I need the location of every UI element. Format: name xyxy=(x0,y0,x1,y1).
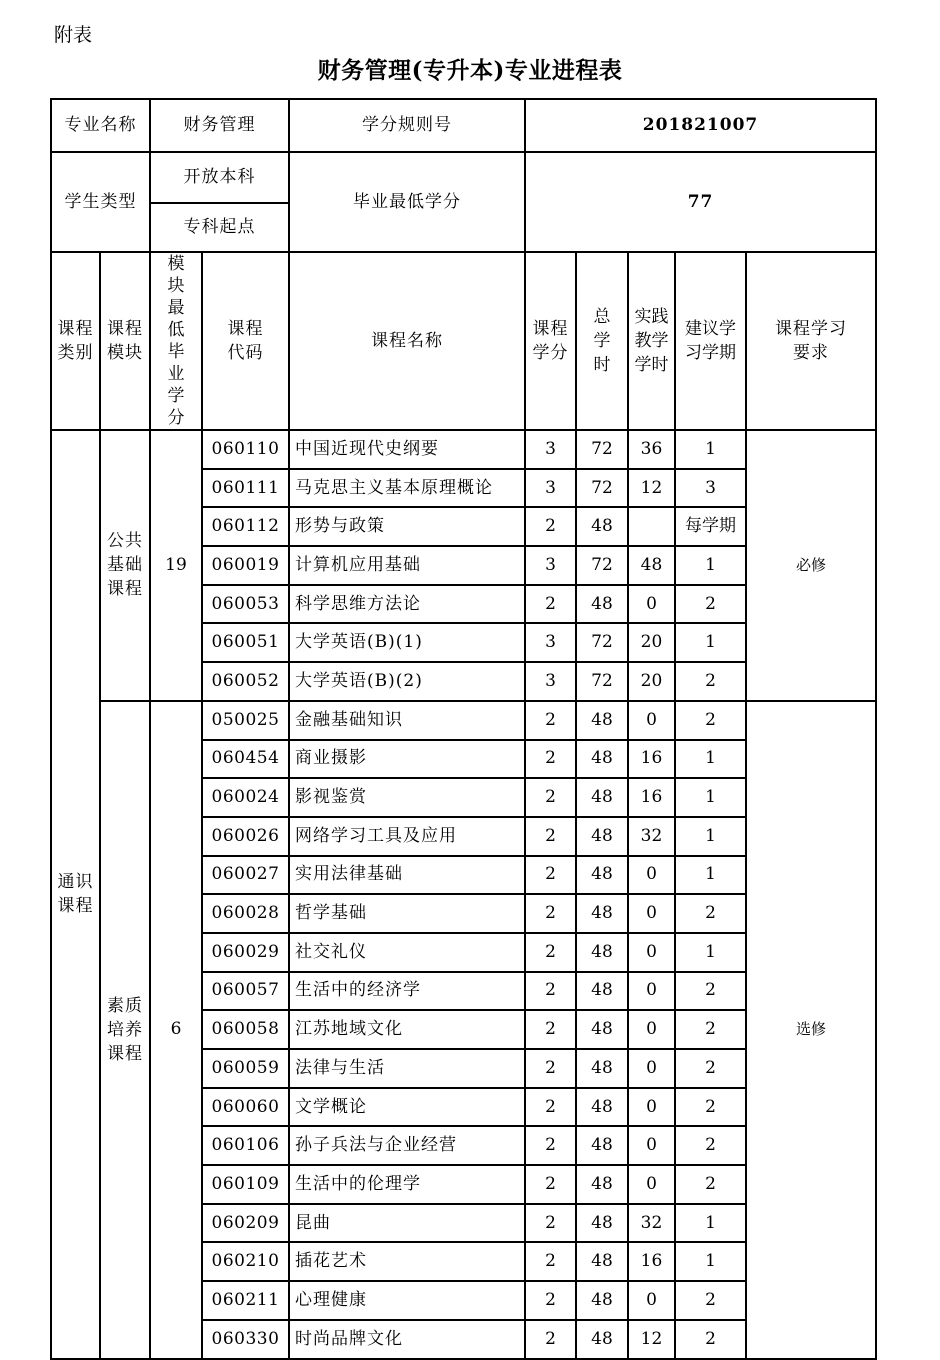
course-name: 计算机应用基础 xyxy=(289,546,525,585)
course-total-hours: 48 xyxy=(576,701,628,740)
course-name: 形势与政策 xyxy=(289,507,525,546)
course-code: 060106 xyxy=(202,1126,289,1165)
header-category xyxy=(51,252,100,430)
course-credit: 2 xyxy=(525,701,576,740)
course-total-hours: 48 xyxy=(576,856,628,895)
course-practice-hours: 0 xyxy=(628,1126,675,1165)
course-name: 中国近现代史纲要 xyxy=(289,430,525,469)
course-semester: 2 xyxy=(675,894,746,933)
course-code: 060454 xyxy=(202,740,289,779)
course-semester: 2 xyxy=(675,1165,746,1204)
course-code: 060109 xyxy=(202,1165,289,1204)
course-code: 060059 xyxy=(202,1049,289,1088)
appendix-label: 附表 xyxy=(54,24,93,46)
course-code: 060060 xyxy=(202,1088,289,1127)
course-semester: 1 xyxy=(675,430,746,469)
course-name: 马克思主义基本原理概论 xyxy=(289,469,525,508)
course-practice-hours: 0 xyxy=(628,1088,675,1127)
course-practice-hours: 0 xyxy=(628,1281,675,1320)
module-name-text: 素质培养课程 xyxy=(107,995,143,1064)
course-name: 法律与生活 xyxy=(289,1049,525,1088)
course-total-hours: 48 xyxy=(576,1320,628,1359)
course-name: 文学概论 xyxy=(289,1088,525,1127)
course-practice-hours: 36 xyxy=(628,430,675,469)
course-practice-hours: 16 xyxy=(628,1242,675,1281)
category-general-text: 通识课程 xyxy=(57,872,94,917)
course-credit: 3 xyxy=(525,662,576,701)
course-name: 孙子兵法与企业经营 xyxy=(289,1126,525,1165)
course-total-hours: 48 xyxy=(576,585,628,624)
course-name: 实用法律基础 xyxy=(289,856,525,895)
course-code: 060019 xyxy=(202,546,289,585)
module-name xyxy=(100,701,150,1359)
course-total-hours: 48 xyxy=(576,1126,628,1165)
course-code: 060330 xyxy=(202,1320,289,1359)
header-total-hours-text: 总学时 xyxy=(593,307,611,375)
course-practice-hours: 0 xyxy=(628,1049,675,1088)
course-credit: 2 xyxy=(525,1165,576,1204)
course-credit: 2 xyxy=(525,585,576,624)
course-semester: 1 xyxy=(675,778,746,817)
course-code: 060053 xyxy=(202,585,289,624)
course-semester: 2 xyxy=(675,1088,746,1127)
course-credit: 2 xyxy=(525,1281,576,1320)
course-code: 060057 xyxy=(202,972,289,1011)
course-name: 商业摄影 xyxy=(289,740,525,779)
course-code: 060052 xyxy=(202,662,289,701)
course-code: 060058 xyxy=(202,1010,289,1049)
course-code: 060211 xyxy=(202,1281,289,1320)
course-name: 生活中的伦理学 xyxy=(289,1165,525,1204)
course-credit: 3 xyxy=(525,430,576,469)
major-name-label: 专业名称 xyxy=(51,99,150,152)
course-practice-hours: 32 xyxy=(628,1204,675,1243)
module-name xyxy=(100,430,150,701)
course-name: 科学思维方法论 xyxy=(289,585,525,624)
course-practice-hours: 48 xyxy=(628,546,675,585)
course-name: 大学英语(B)(1) xyxy=(289,623,525,662)
course-code: 060111 xyxy=(202,469,289,508)
course-semester: 1 xyxy=(675,1204,746,1243)
course-practice-hours: 16 xyxy=(628,778,675,817)
header-credit xyxy=(525,252,576,430)
course-semester: 1 xyxy=(675,623,746,662)
course-name: 影视鉴赏 xyxy=(289,778,525,817)
course-code: 060027 xyxy=(202,856,289,895)
course-semester: 1 xyxy=(675,546,746,585)
course-total-hours: 48 xyxy=(576,1204,628,1243)
course-semester: 2 xyxy=(675,1281,746,1320)
course-total-hours: 48 xyxy=(576,1010,628,1049)
student-type-value-2: 专科起点 xyxy=(150,203,289,252)
course-total-hours: 72 xyxy=(576,546,628,585)
course-credit: 2 xyxy=(525,894,576,933)
course-code: 060029 xyxy=(202,933,289,972)
module-min-credit: 19 xyxy=(150,430,202,701)
header-module-text: 课程模块 xyxy=(107,319,143,363)
course-practice-hours: 0 xyxy=(628,894,675,933)
course-credit: 2 xyxy=(525,972,576,1011)
course-name: 生活中的经济学 xyxy=(289,972,525,1011)
course-name: 社交礼仪 xyxy=(289,933,525,972)
course-code: 060110 xyxy=(202,430,289,469)
course-total-hours: 72 xyxy=(576,430,628,469)
course-row xyxy=(51,430,876,469)
header-module-min-credit xyxy=(150,252,202,430)
course-semester: 1 xyxy=(675,933,746,972)
course-credit: 2 xyxy=(525,1010,576,1049)
course-code: 060028 xyxy=(202,894,289,933)
course-practice-hours: 20 xyxy=(628,623,675,662)
course-name: 大学英语(B)(2) xyxy=(289,662,525,701)
course-total-hours: 48 xyxy=(576,1281,628,1320)
min-credit-value: 77 xyxy=(525,152,876,252)
course-semester: 2 xyxy=(675,1049,746,1088)
course-code: 060112 xyxy=(202,507,289,546)
course-practice-hours: 32 xyxy=(628,817,675,856)
course-semester: 1 xyxy=(675,1242,746,1281)
course-progress-table xyxy=(50,98,877,1360)
course-semester: 2 xyxy=(675,585,746,624)
course-total-hours: 48 xyxy=(576,1049,628,1088)
course-total-hours: 72 xyxy=(576,623,628,662)
course-semester: 1 xyxy=(675,817,746,856)
course-total-hours: 48 xyxy=(576,507,628,546)
course-total-hours: 48 xyxy=(576,817,628,856)
course-name: 网络学习工具及应用 xyxy=(289,817,525,856)
module-name-text: 公共基础课程 xyxy=(107,531,143,600)
course-code: 060051 xyxy=(202,623,289,662)
course-practice-hours: 0 xyxy=(628,856,675,895)
course-total-hours: 48 xyxy=(576,1165,628,1204)
course-credit: 2 xyxy=(525,1204,576,1243)
course-semester: 2 xyxy=(675,662,746,701)
header-semester-text: 建议学习学期 xyxy=(685,319,736,363)
course-total-hours: 48 xyxy=(576,1088,628,1127)
category-general xyxy=(51,430,100,1359)
course-semester: 每学期 xyxy=(675,507,746,546)
course-practice-hours xyxy=(628,507,675,546)
course-total-hours: 48 xyxy=(576,972,628,1011)
module-min-credit: 6 xyxy=(150,701,202,1359)
course-semester: 2 xyxy=(675,701,746,740)
header-practice-hours-text: 实践教学学时 xyxy=(634,307,669,375)
course-credit: 2 xyxy=(525,856,576,895)
min-credit-label: 毕业最低学分 xyxy=(289,152,525,252)
course-practice-hours: 16 xyxy=(628,740,675,779)
header-practice-hours xyxy=(628,252,675,430)
course-practice-hours: 0 xyxy=(628,1010,675,1049)
course-code: 060024 xyxy=(202,778,289,817)
credit-rule-label: 学分规则号 xyxy=(289,99,525,152)
header-requirement-text: 课程学习要求 xyxy=(775,319,848,363)
student-type-label: 学生类型 xyxy=(51,152,150,252)
course-total-hours: 48 xyxy=(576,740,628,779)
course-practice-hours: 12 xyxy=(628,469,675,508)
course-total-hours: 48 xyxy=(576,778,628,817)
course-code: 050025 xyxy=(202,701,289,740)
course-name: 江苏地域文化 xyxy=(289,1010,525,1049)
course-name: 时尚品牌文化 xyxy=(289,1320,525,1359)
course-semester: 3 xyxy=(675,469,746,508)
course-total-hours: 72 xyxy=(576,662,628,701)
course-credit: 2 xyxy=(525,740,576,779)
course-credit: 2 xyxy=(525,1320,576,1359)
course-name: 心理健康 xyxy=(289,1281,525,1320)
course-name: 金融基础知识 xyxy=(289,701,525,740)
header-code-text: 课程代码 xyxy=(227,319,264,363)
course-semester: 2 xyxy=(675,1126,746,1165)
course-credit: 2 xyxy=(525,817,576,856)
course-semester: 2 xyxy=(675,1010,746,1049)
course-semester: 1 xyxy=(675,740,746,779)
course-credit: 2 xyxy=(525,1242,576,1281)
header-module-min-credit-text: 模块最低毕业学分 xyxy=(167,254,185,428)
course-practice-hours: 0 xyxy=(628,585,675,624)
course-name: 插花艺术 xyxy=(289,1242,525,1281)
course-requirement: 必修 xyxy=(746,430,876,701)
course-credit: 2 xyxy=(525,933,576,972)
course-semester: 2 xyxy=(675,1320,746,1359)
course-credit: 2 xyxy=(525,778,576,817)
header-requirement xyxy=(746,252,876,430)
course-practice-hours: 0 xyxy=(628,1165,675,1204)
header-semester xyxy=(675,252,746,430)
student-type-value-1: 开放本科 xyxy=(150,152,289,203)
header-category-text: 课程类别 xyxy=(57,319,94,363)
course-total-hours: 48 xyxy=(576,933,628,972)
course-credit: 2 xyxy=(525,1049,576,1088)
course-semester: 1 xyxy=(675,856,746,895)
course-code: 060210 xyxy=(202,1242,289,1281)
course-code: 060026 xyxy=(202,817,289,856)
page-title: 财务管理(专升本)专业进程表 xyxy=(317,57,623,84)
course-credit: 2 xyxy=(525,1088,576,1127)
course-practice-hours: 0 xyxy=(628,972,675,1011)
course-credit: 2 xyxy=(525,1126,576,1165)
header-code xyxy=(202,252,289,430)
course-credit: 2 xyxy=(525,507,576,546)
course-credit: 3 xyxy=(525,623,576,662)
credit-rule-value: 201821007 xyxy=(525,99,876,152)
header-name: 课程名称 xyxy=(289,252,525,430)
course-credit: 3 xyxy=(525,546,576,585)
course-practice-hours: 20 xyxy=(628,662,675,701)
course-code: 060209 xyxy=(202,1204,289,1243)
course-total-hours: 72 xyxy=(576,469,628,508)
course-practice-hours: 0 xyxy=(628,701,675,740)
header-total-hours xyxy=(576,252,628,430)
course-practice-hours: 12 xyxy=(628,1320,675,1359)
course-name: 昆曲 xyxy=(289,1204,525,1243)
course-requirement: 选修 xyxy=(746,701,876,1359)
course-credit: 3 xyxy=(525,469,576,508)
header-module xyxy=(100,252,150,430)
course-row xyxy=(51,701,876,740)
course-total-hours: 48 xyxy=(576,894,628,933)
course-semester: 2 xyxy=(675,972,746,1011)
header-credit-text: 课程学分 xyxy=(532,319,569,363)
major-name-value: 财务管理 xyxy=(150,99,289,152)
course-practice-hours: 0 xyxy=(628,933,675,972)
course-name: 哲学基础 xyxy=(289,894,525,933)
course-total-hours: 48 xyxy=(576,1242,628,1281)
